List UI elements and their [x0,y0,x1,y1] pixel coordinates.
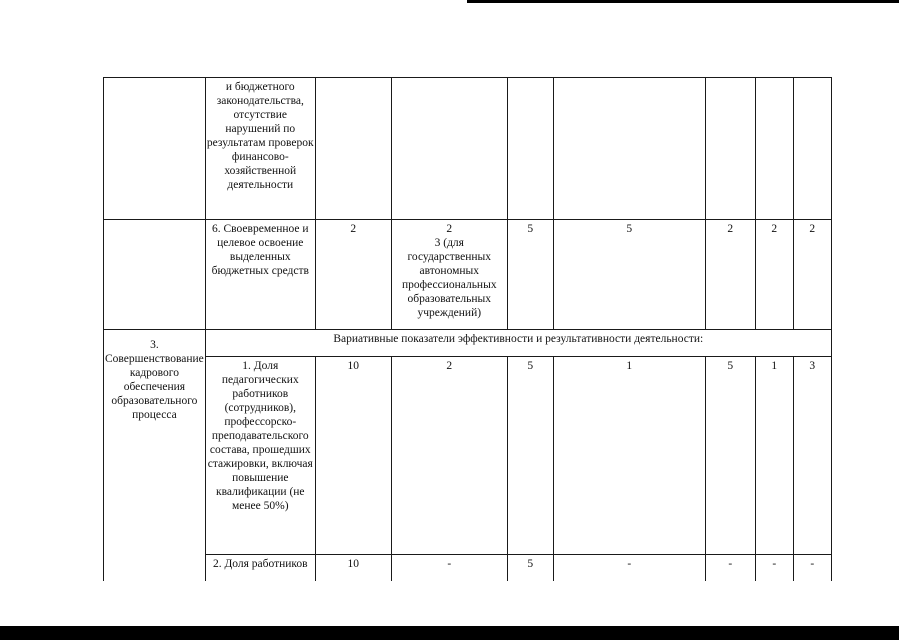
value-cell: - [793,555,831,582]
value-cell: 2 [755,220,793,330]
value-cell: 5 [507,555,553,582]
value-cell [705,78,755,220]
value-cell [391,78,507,220]
value-cell: 10 [315,357,391,555]
value-cell: 5 [507,220,553,330]
indicator-cell: 1. Доля педагогических работников (сотрудников), профессорско-преподавательского состава, прошедших стажировки, включая повышение квалификации (не менее 50%) [205,357,315,555]
section-cell [104,220,206,330]
value-cell: - [705,555,755,582]
value-cell: 2 3 (для государственных автономных профессиональных образовательных учреждений) [391,220,507,330]
indicator-cell: и бюджетного законодательства, отсутствие нарушений по результатам проверок финансово-хозяйственной деятельности [205,78,315,220]
section-cell [104,78,206,220]
indicator-cell: 6. Своевременное и целевое освоение выделенных бюджетных средств [205,220,315,330]
indicators-table [103,77,832,581]
value-cell: - [755,555,793,582]
table-row [104,330,832,357]
scan-edge-bottom [0,626,899,640]
section-cell: 3. Совершенствование кадрового обеспечения образовательного процесса [104,330,206,582]
scan-edge-top [467,0,899,3]
value-cell: 5 [553,220,705,330]
table-row [104,220,832,330]
value-cell: 2 [391,357,507,555]
table-row [104,555,832,582]
value-cell [793,78,831,220]
value-cell: 2 [315,220,391,330]
value-cell: - [391,555,507,582]
table-row [104,78,832,220]
value-cell: 2 [705,220,755,330]
value-cell: 3 [793,357,831,555]
value-cell [315,78,391,220]
value-cell: - [553,555,705,582]
value-cell [553,78,705,220]
section-heading: Вариативные показатели эффективности и результативности деятельности: [205,330,831,357]
indicator-cell: 2. Доля работников [205,555,315,582]
value-cell: 1 [755,357,793,555]
table-row [104,357,832,555]
value-cell: 5 [507,357,553,555]
value-cell: 2 [793,220,831,330]
value-cell: 1 [553,357,705,555]
value-cell [507,78,553,220]
value-cell [755,78,793,220]
value-cell: 5 [705,357,755,555]
value-cell: 10 [315,555,391,582]
